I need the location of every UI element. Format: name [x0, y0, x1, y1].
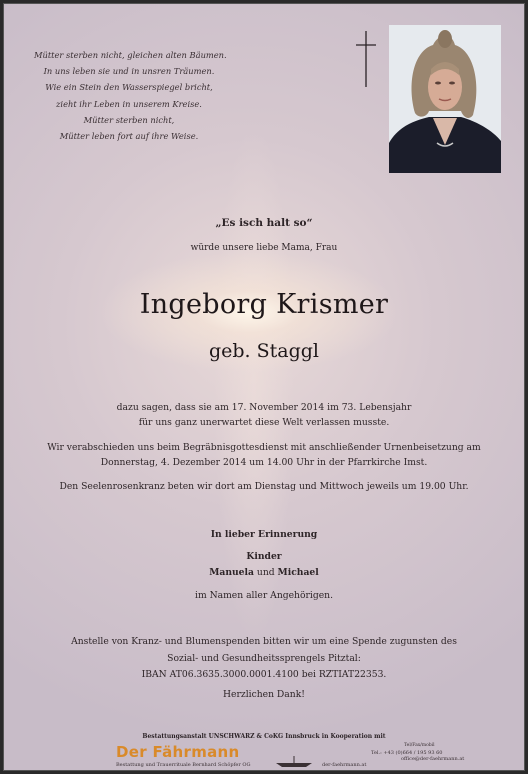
- funeral-line: Wir verabschieden uns beim Begräbnisgottesdienst mit anschließender Urnenbeisetzung am: [47, 442, 481, 453]
- website: der-faehrmann.at: [322, 762, 367, 768]
- deceased-name: Ingeborg Krismer: [139, 289, 389, 320]
- poem-line: Mütter leben fort auf ihre Weise.: [59, 131, 199, 142]
- donation-paragraph: [4, 634, 524, 684]
- phone-number: Tel.: +43 (0)664 / 195 93 60: [371, 750, 443, 756]
- obituary-card: [3, 3, 525, 771]
- donation-line: Sozial- und Gesundheitssprengels Pitztal:: [167, 652, 361, 664]
- phone-label: Tel/Fax/mobil: [404, 743, 435, 748]
- donation-line: IBAN AT06.3635.3000.0001.4100 bei RZTIAT22353.: [141, 669, 387, 680]
- children-label: Kinder: [246, 551, 282, 562]
- funeral-paragraph: [4, 441, 524, 470]
- poem-line: In uns leben sie und in unsren Träumen.: [43, 66, 215, 77]
- contact-block: [371, 750, 464, 762]
- children-block: [4, 549, 524, 581]
- family-line: im Namen aller Angehörigen.: [195, 590, 333, 601]
- email: office@der-faehrmann.at: [401, 756, 465, 762]
- passing-line: für uns ganz unerwartet diese Welt verlassen musste.: [138, 416, 390, 428]
- poem: [34, 47, 227, 144]
- rosary-paragraph: Den Seelenrosenkranz beten wir dort am Dienstag und Mittwoch jeweils um 19.00 Uhr.: [59, 481, 469, 492]
- child-name: Michael: [277, 567, 319, 578]
- thanks-line: Herzlichen Dank!: [223, 689, 305, 700]
- logo-subtitle: Bestattung und Trauerrituale Bernhard Schöpfer OG: [116, 762, 251, 768]
- boat-icon: [274, 756, 314, 768]
- donation-line: Anstelle von Kranz- und Blumenspenden bitten wir um eine Spende zugunsten des: [71, 636, 457, 647]
- poem-line: zieht ihr Leben in unserem Kreise.: [56, 98, 202, 109]
- undertaker-line: Bestattungsanstalt UNSCHWARZ & CoKG Innsbruck in Kooperation mit: [142, 733, 386, 740]
- memory-heading: In lieber Erinnerung: [210, 529, 318, 540]
- poem-line: Mütter sterben nicht, gleichen alten Bäumen.: [34, 50, 227, 60]
- cross-icon: [356, 31, 376, 87]
- passing-paragraph: [4, 401, 524, 430]
- quote: „Es isch halt so“: [215, 217, 313, 229]
- poem-line: Wie ein Stein den Wasserspiegel bricht,: [45, 82, 213, 93]
- poem-line: Mütter sterben nicht,: [83, 114, 175, 125]
- portrait-photo: [389, 25, 501, 173]
- faehrmann-logo: Der Fährmann: [116, 743, 240, 761]
- maiden-name: geb. Staggl: [208, 340, 320, 362]
- intro-line: würde unsere liebe Mama, Frau: [190, 243, 338, 253]
- passing-line: dazu sagen, dass sie am 17. November 2014 im 73. Lebensjahr: [116, 402, 412, 413]
- funeral-line: Donnerstag, 4. Dezember 2014 um 14.00 Uhr in der Pfarrkirche Imst.: [100, 456, 428, 468]
- child-name: Manuela: [209, 567, 254, 578]
- children-and: und: [256, 567, 275, 578]
- children-names: [4, 565, 524, 581]
